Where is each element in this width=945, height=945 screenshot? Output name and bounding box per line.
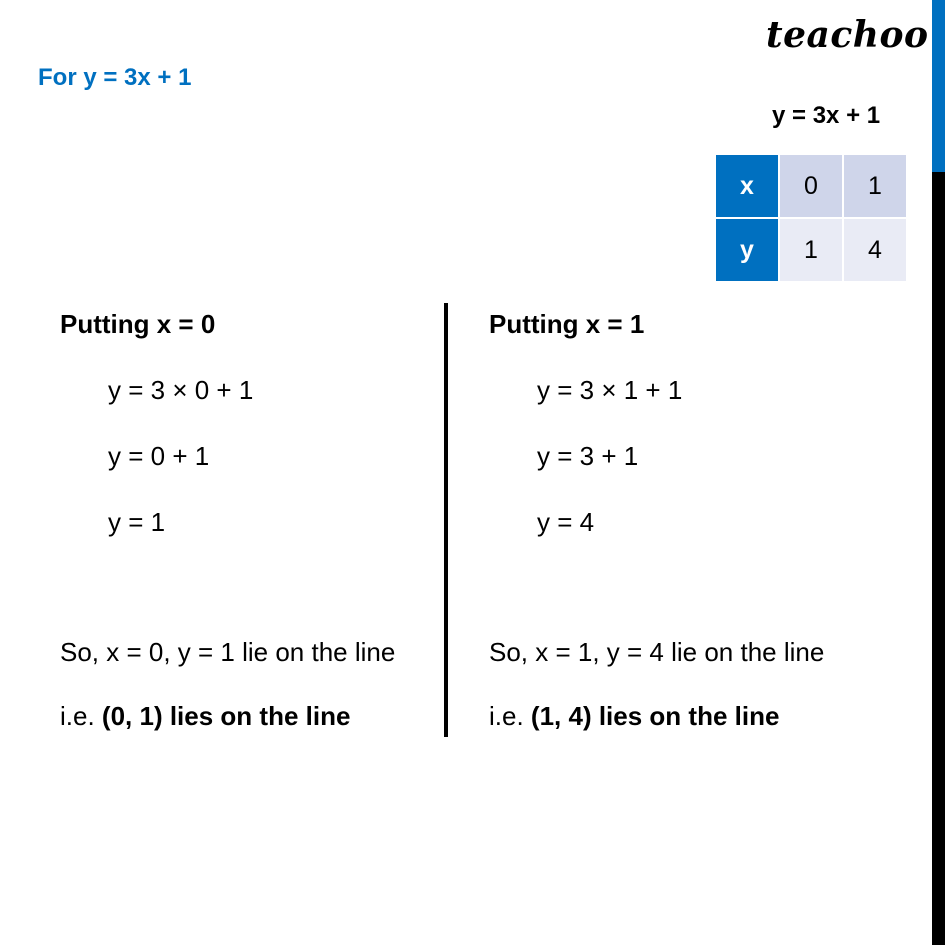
left-step-2: y = 0 + 1 [108, 441, 210, 471]
cell-x-2: 1 [843, 155, 906, 218]
cell-y-1: 1 [779, 218, 843, 281]
right-step-1: y = 3 × 1 + 1 [537, 375, 683, 405]
cell-x-1: 0 [779, 155, 843, 218]
right-result-point: (1, 4) lies on the line [530, 701, 780, 731]
row-header-x: x [716, 155, 779, 218]
left-result [60, 701, 350, 732]
cell-y-2: 4 [843, 218, 906, 281]
right-result-prefix: i.e. [489, 701, 531, 731]
left-step-1: y = 3 × 0 + 1 [108, 375, 254, 405]
xy-value-table [716, 155, 906, 281]
left-title: Putting x = 0 [60, 309, 216, 339]
row-header-y: y [716, 218, 779, 281]
right-step-2: y = 3 + 1 [537, 441, 639, 471]
right-working-column [489, 303, 909, 743]
right-edge-accent [932, 0, 945, 172]
right-title: Putting x = 1 [489, 309, 645, 339]
table-equation-label: y = 3x + 1 [772, 102, 881, 129]
left-result-prefix: i.e. [60, 701, 102, 731]
teachoo-logo: teachoo [766, 14, 929, 56]
page-heading: For y = 3x + 1 [38, 64, 192, 91]
column-divider [444, 303, 448, 737]
right-result [489, 701, 779, 732]
left-conclusion: So, x = 0, y = 1 lie on the line [60, 637, 396, 667]
table-row-x [716, 155, 906, 218]
left-result-point: (0, 1) lies on the line [101, 701, 351, 731]
left-step-3: y = 1 [108, 507, 166, 537]
right-edge-bar [932, 0, 945, 945]
left-working-column [60, 303, 440, 743]
right-conclusion: So, x = 1, y = 4 lie on the line [489, 637, 825, 667]
table-row-y [716, 218, 906, 281]
right-step-3: y = 4 [537, 507, 595, 537]
